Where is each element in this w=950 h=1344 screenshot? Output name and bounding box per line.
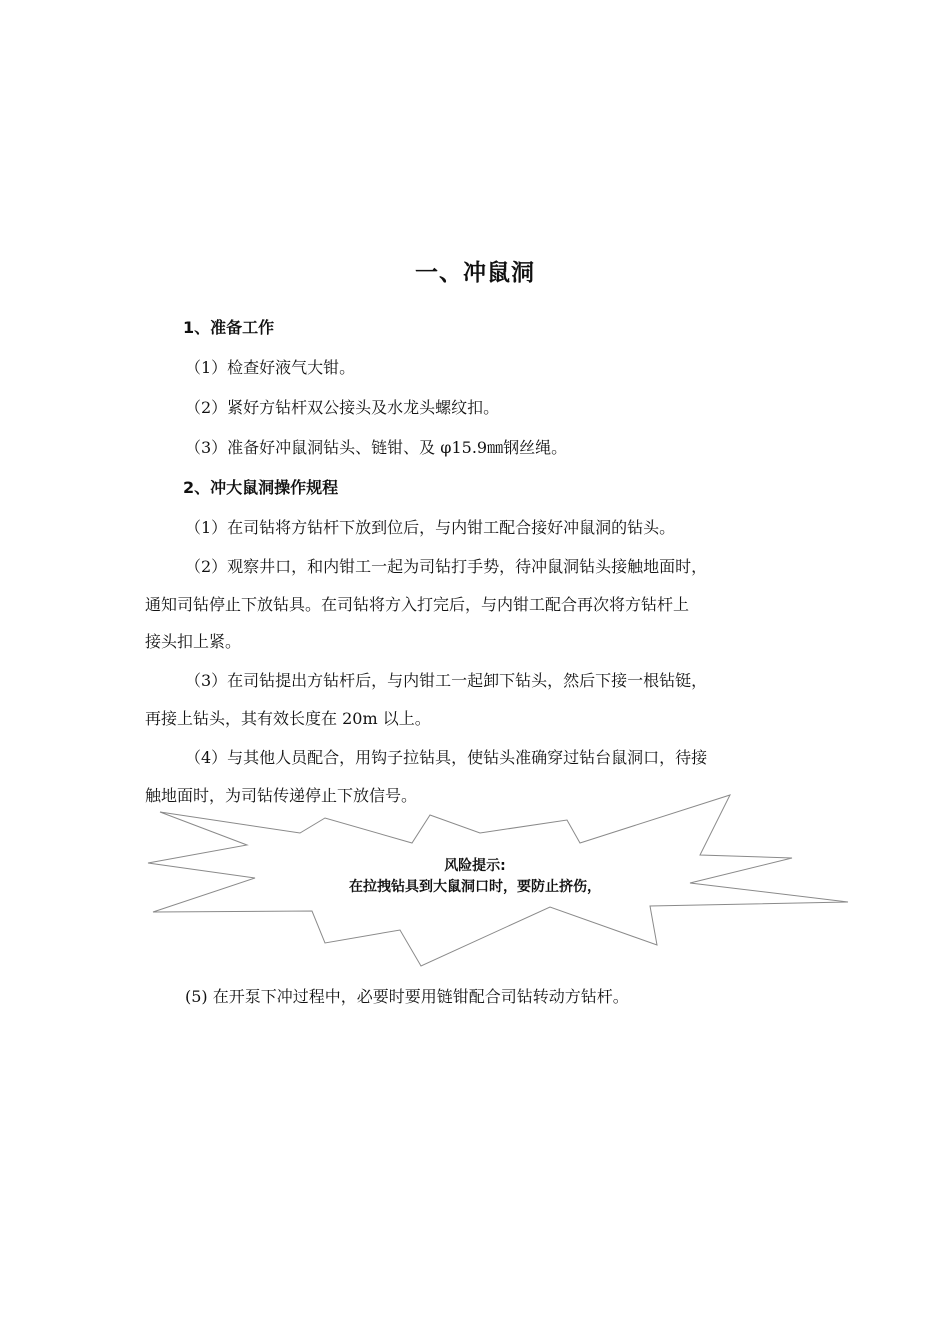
procedure-step-4-line-2: 触地面时，为司钻传递停止下放信号。 [145,786,418,805]
risk-text: 在拉拽钻具到大鼠洞口时，要防止挤伤， [349,879,601,895]
procedure-step-3-line-2: 再接上钻头，其有效长度在 20m 以上。 [145,709,431,728]
page-title: 一、冲鼠洞 [415,260,535,286]
procedure-step-2-line-2: 通知司钻停止下放钻具。在司钻将方入打完后，与内钳工配合再次将方钻杆上 [145,595,690,614]
risk-title: 风险提示: [444,858,506,874]
procedure-step-2-line-3: 接头扣上紧。 [145,632,242,651]
prep-item-3: （3）准备好冲鼠洞钻头、链钳、及 φ15.9㎜钢丝绳。 [185,438,568,457]
procedure-step-4-line-1: （4）与其他人员配合，用钩子拉钻具，使钻头准确穿过钻台鼠洞口，待接 [185,748,708,767]
prep-item-1: （1）检查好液气大钳。 [185,358,356,377]
procedure-step-2-line-1: （2）观察井口，和内钳工一起为司钻打手势，待冲鼠洞钻头接触地面时， [185,557,708,576]
section-heading-preparation: 1、准备工作 [183,318,275,337]
section-heading-procedure: 2、冲大鼠洞操作规程 [183,478,339,497]
prep-item-2: （2）紧好方钻杆双公接头及水龙头螺纹扣。 [185,398,500,417]
procedure-step-5: (5) 在开泵下冲过程中，必要时要用链钳配合司钻转动方钻杆。 [185,987,629,1006]
procedure-step-3-line-1: （3）在司钻提出方钻杆后，与内钳工一起卸下钻头，然后下接一根钻铤， [185,671,708,690]
procedure-step-1: （1）在司钻将方钻杆下放到位后，与内钳工配合接好冲鼠洞的钻头。 [185,518,676,537]
